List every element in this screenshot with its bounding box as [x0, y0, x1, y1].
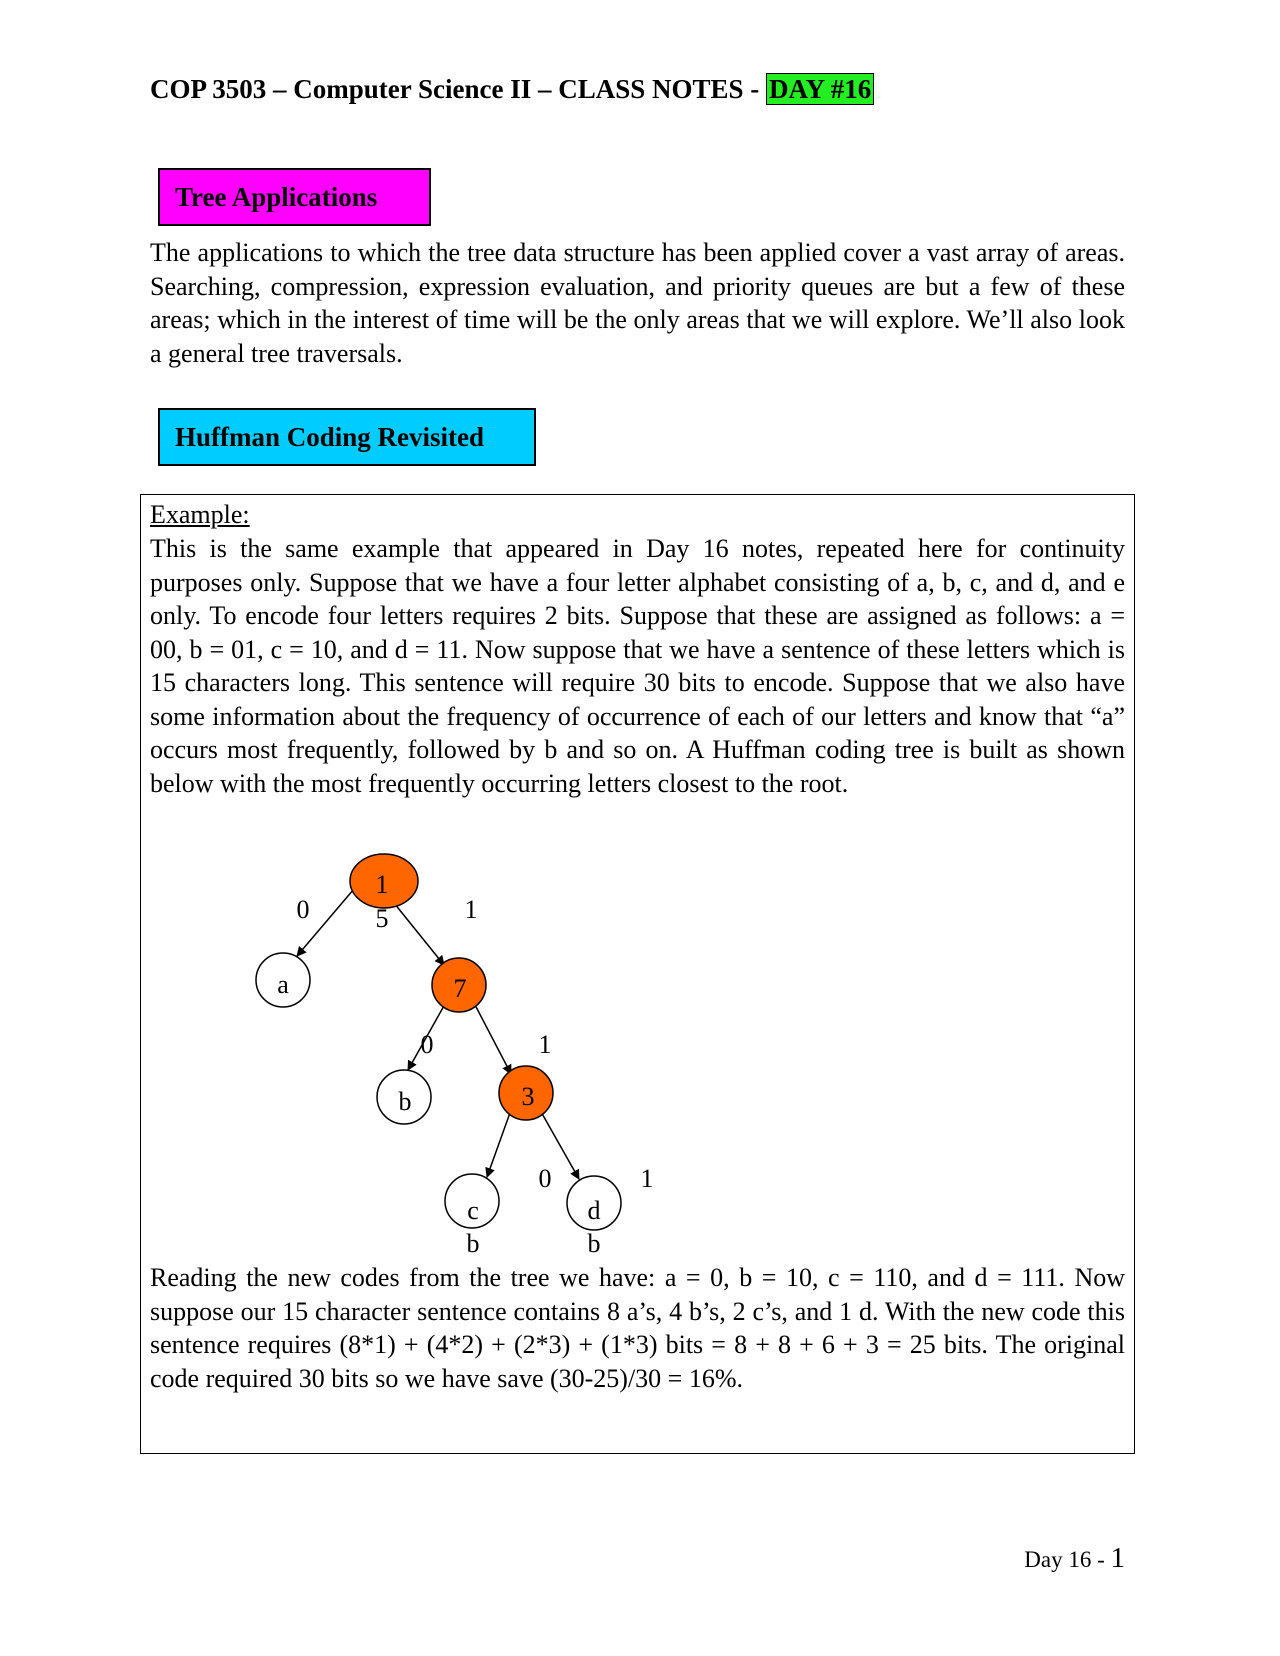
example-intro-paragraph: This is the same example that appeared in Day 16 notes, repeated here for continuity purposes only. Suppose that we have a four letter alphabet consisting of a, b, c, and d, and e only. To encode four letters requires 2 bits. Suppose that these are assigned as follows: a = 00, b = 01, c = 10, and d = 11. Now suppose that we have a sentence of these letters which is 15 characters long. This sentence will require 30 bits to encode. Suppose that we also have some information about the frequency of occurrence of each of our letters and know that “a” occurs most frequently, followed by b and so on. A Huffman coding tree is built as shown below with the most frequently occurring letters closest to the root.: [150, 534, 1125, 798]
edge-label-root-left: 0: [296, 895, 310, 924]
leaf-d-label: d: [587, 1196, 601, 1225]
footer-text: Day 16 -: [1024, 1547, 1111, 1572]
node-3-label: 3: [521, 1082, 535, 1111]
edge-root-to-7: [390, 898, 444, 965]
day-tag: DAY #16: [766, 73, 874, 105]
leaf-c-label: c: [467, 1196, 479, 1225]
root-label-top: 1: [375, 870, 389, 899]
page-footer: [1024, 1542, 1125, 1575]
edge-3-to-c: [487, 1110, 511, 1177]
edge-label-3-left: 0: [538, 1164, 552, 1193]
leaf-c-sublabel: b: [466, 1229, 480, 1258]
section-heading-huffman: Huffman Coding Revisited: [158, 408, 536, 466]
edge-label-7-left: 0: [420, 1030, 434, 1059]
edge-label-root-right: 1: [464, 895, 478, 924]
example-conclusion-paragraph: Reading the new codes from the tree we have: a = 0, b = 10, c = 110, and d = 111. Now suppose our 15 character sentence contains 8 a’s, 4 b’s, 2 c’s, and 1 d. With the new code this sentence requires (8*1) + (4*2) + (2*3) + (1*3) bits = 8 + 8 + 6 + 3 = 25 bits. The original code required 30 bits so we have save (30-25)/30 = 16%.: [150, 1263, 1125, 1393]
root-label-bottom: 5: [375, 904, 389, 933]
edge-label-7-right: 1: [538, 1030, 552, 1059]
leaf-a-label: a: [277, 970, 289, 999]
page-number: 1: [1110, 1542, 1125, 1574]
leaf-b-label: b: [398, 1087, 412, 1116]
leaf-d-sublabel: b: [587, 1229, 601, 1258]
example-label: Example:: [150, 500, 250, 529]
tree-applications-paragraph: The applications to which the tree data structure has been applied cover a vast array of areas. Searching, compression, expression evaluation, and priority queues are but a few of these areas; which in the interest of time will be the only areas that we will explore. We’ll also look a general tree traversals.: [150, 238, 1125, 368]
title-text: COP 3503 – Computer Science II – CLASS NOTES -: [150, 74, 767, 104]
edge-label-3-right: 1: [640, 1164, 654, 1193]
section-heading-tree-applications: Tree Applications: [158, 168, 431, 226]
edge-7-to-3: [473, 1001, 511, 1074]
node-7-label: 7: [453, 974, 467, 1003]
